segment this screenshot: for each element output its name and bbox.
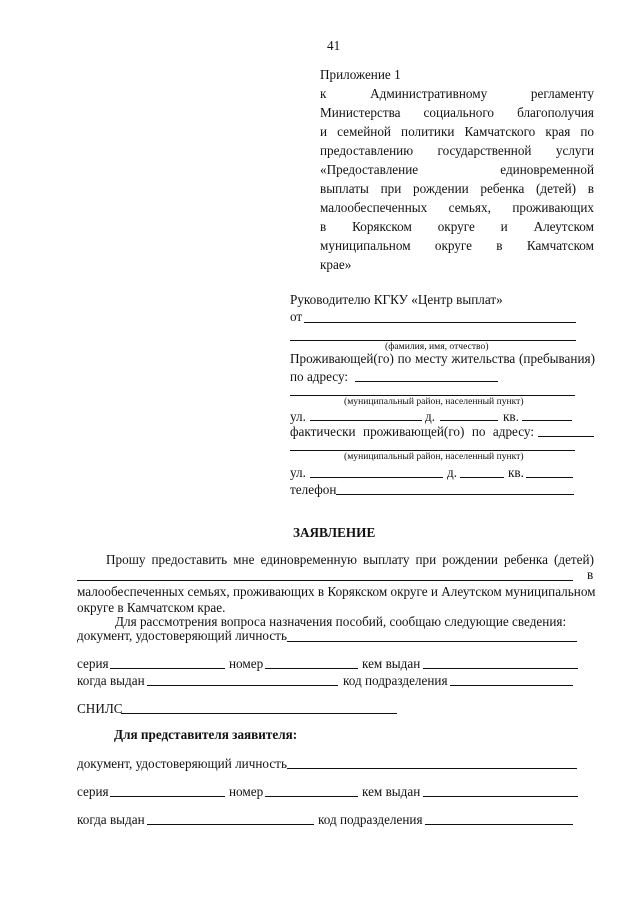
appendix-line: Приложение 1	[320, 67, 401, 82]
apt-label: кв.	[503, 409, 519, 424]
phone-field[interactable]	[336, 494, 574, 495]
appendix-line: муниципальном округе в Камчатском	[320, 238, 594, 253]
number-label: номер	[229, 656, 264, 671]
street-label: ул.	[290, 465, 306, 480]
request-line: Прошу предоставить мне единовременную выплату при рождении ребенка (детей)	[106, 552, 594, 567]
dept-code-field[interactable]	[425, 824, 573, 825]
house-label: д.	[425, 409, 436, 424]
doc-field[interactable]	[287, 641, 577, 642]
apt-label: кв.	[508, 465, 524, 480]
issued-when-label: когда выдан	[77, 673, 145, 688]
request-line: малообеспеченных семьях, проживающих в Корякском округе и Алеутском муниципальном	[77, 584, 596, 599]
actual-residing-label: фактически проживающей(го) по адресу:	[290, 424, 534, 439]
from-label: от	[290, 309, 303, 324]
number-field[interactable]	[265, 796, 358, 797]
appendix-line: малообеспеченных семьях, проживающих	[320, 200, 594, 215]
page-number: 41	[327, 38, 341, 53]
number-label: номер	[229, 784, 264, 799]
series-label: серия	[77, 656, 109, 671]
issued-by-field[interactable]	[423, 668, 578, 669]
doc-label: документ, удостоверяющий личность	[77, 628, 287, 643]
series-field[interactable]	[110, 796, 225, 797]
street-field[interactable]	[310, 420, 422, 421]
issued-by-label: кем выдан	[362, 784, 421, 799]
representative-heading: Для представителя заявителя:	[114, 727, 298, 742]
street-field[interactable]	[310, 477, 443, 478]
apt-field[interactable]	[526, 477, 573, 478]
apt-field[interactable]	[522, 420, 572, 421]
actual-address-field[interactable]	[538, 436, 594, 437]
snils-field[interactable]	[121, 713, 397, 714]
address-label: по адресу:	[290, 369, 349, 384]
address-field[interactable]	[355, 381, 498, 382]
house-field[interactable]	[460, 477, 504, 478]
dept-code-label: код подразделения	[318, 812, 423, 827]
issued-when-field[interactable]	[147, 685, 338, 686]
addressee-to: Руководителю КГКУ «Центр выплат»	[290, 292, 503, 307]
dept-code-field[interactable]	[450, 685, 573, 686]
issued-when-label: когда выдан	[77, 812, 145, 827]
phone-label: телефон	[290, 482, 337, 497]
number-field[interactable]	[265, 668, 358, 669]
residing-label: Проживающей(го) по месту жительства (пребывания)	[290, 351, 595, 366]
house-field[interactable]	[440, 420, 498, 421]
info-intro: Для рассмотрения вопроса назначения пособий, сообщаю следующие сведения:	[115, 614, 567, 629]
fio-hint: (фамилия, имя, отчество)	[385, 341, 489, 352]
region-hint-2: (муниципальный район, населенный пункт)	[344, 451, 524, 462]
dept-code-label: код подразделения	[343, 673, 448, 688]
snils-label: СНИЛС	[77, 701, 123, 716]
series-field[interactable]	[110, 668, 225, 669]
doc-label: документ, удостоверяющий личность	[77, 756, 287, 771]
request-line: округе в Камчатском крае.	[77, 600, 226, 615]
document-title: ЗАЯВЛЕНИЕ	[293, 525, 376, 540]
appendix-line: выплаты при рождении ребенка (детей) в	[320, 181, 594, 196]
request-line: в	[587, 567, 594, 582]
series-label: серия	[77, 784, 109, 799]
appendix-line: и семейной политики Камчатского края по	[320, 124, 594, 139]
appendix-line: Министерства социального благополучия	[320, 105, 594, 120]
issued-by-label: кем выдан	[362, 656, 421, 671]
issued-when-field[interactable]	[147, 824, 314, 825]
appendix-line: крае»	[320, 257, 352, 272]
appendix-line: в Корякском округе и Алеутском	[320, 219, 594, 234]
region-hint-1: (муниципальный район, населенный пункт)	[344, 396, 524, 407]
doc-field[interactable]	[287, 768, 577, 769]
street-label: ул.	[290, 409, 306, 424]
appendix-line: к Административному регламенту	[320, 86, 594, 101]
issued-by-field[interactable]	[423, 796, 578, 797]
appendix-line: предоставлению государственной услуги	[320, 143, 594, 158]
appendix-line: «Предоставление единовременной	[320, 162, 594, 177]
from-field[interactable]	[304, 322, 576, 323]
house-label: д.	[447, 465, 458, 480]
request-field[interactable]	[77, 580, 573, 581]
